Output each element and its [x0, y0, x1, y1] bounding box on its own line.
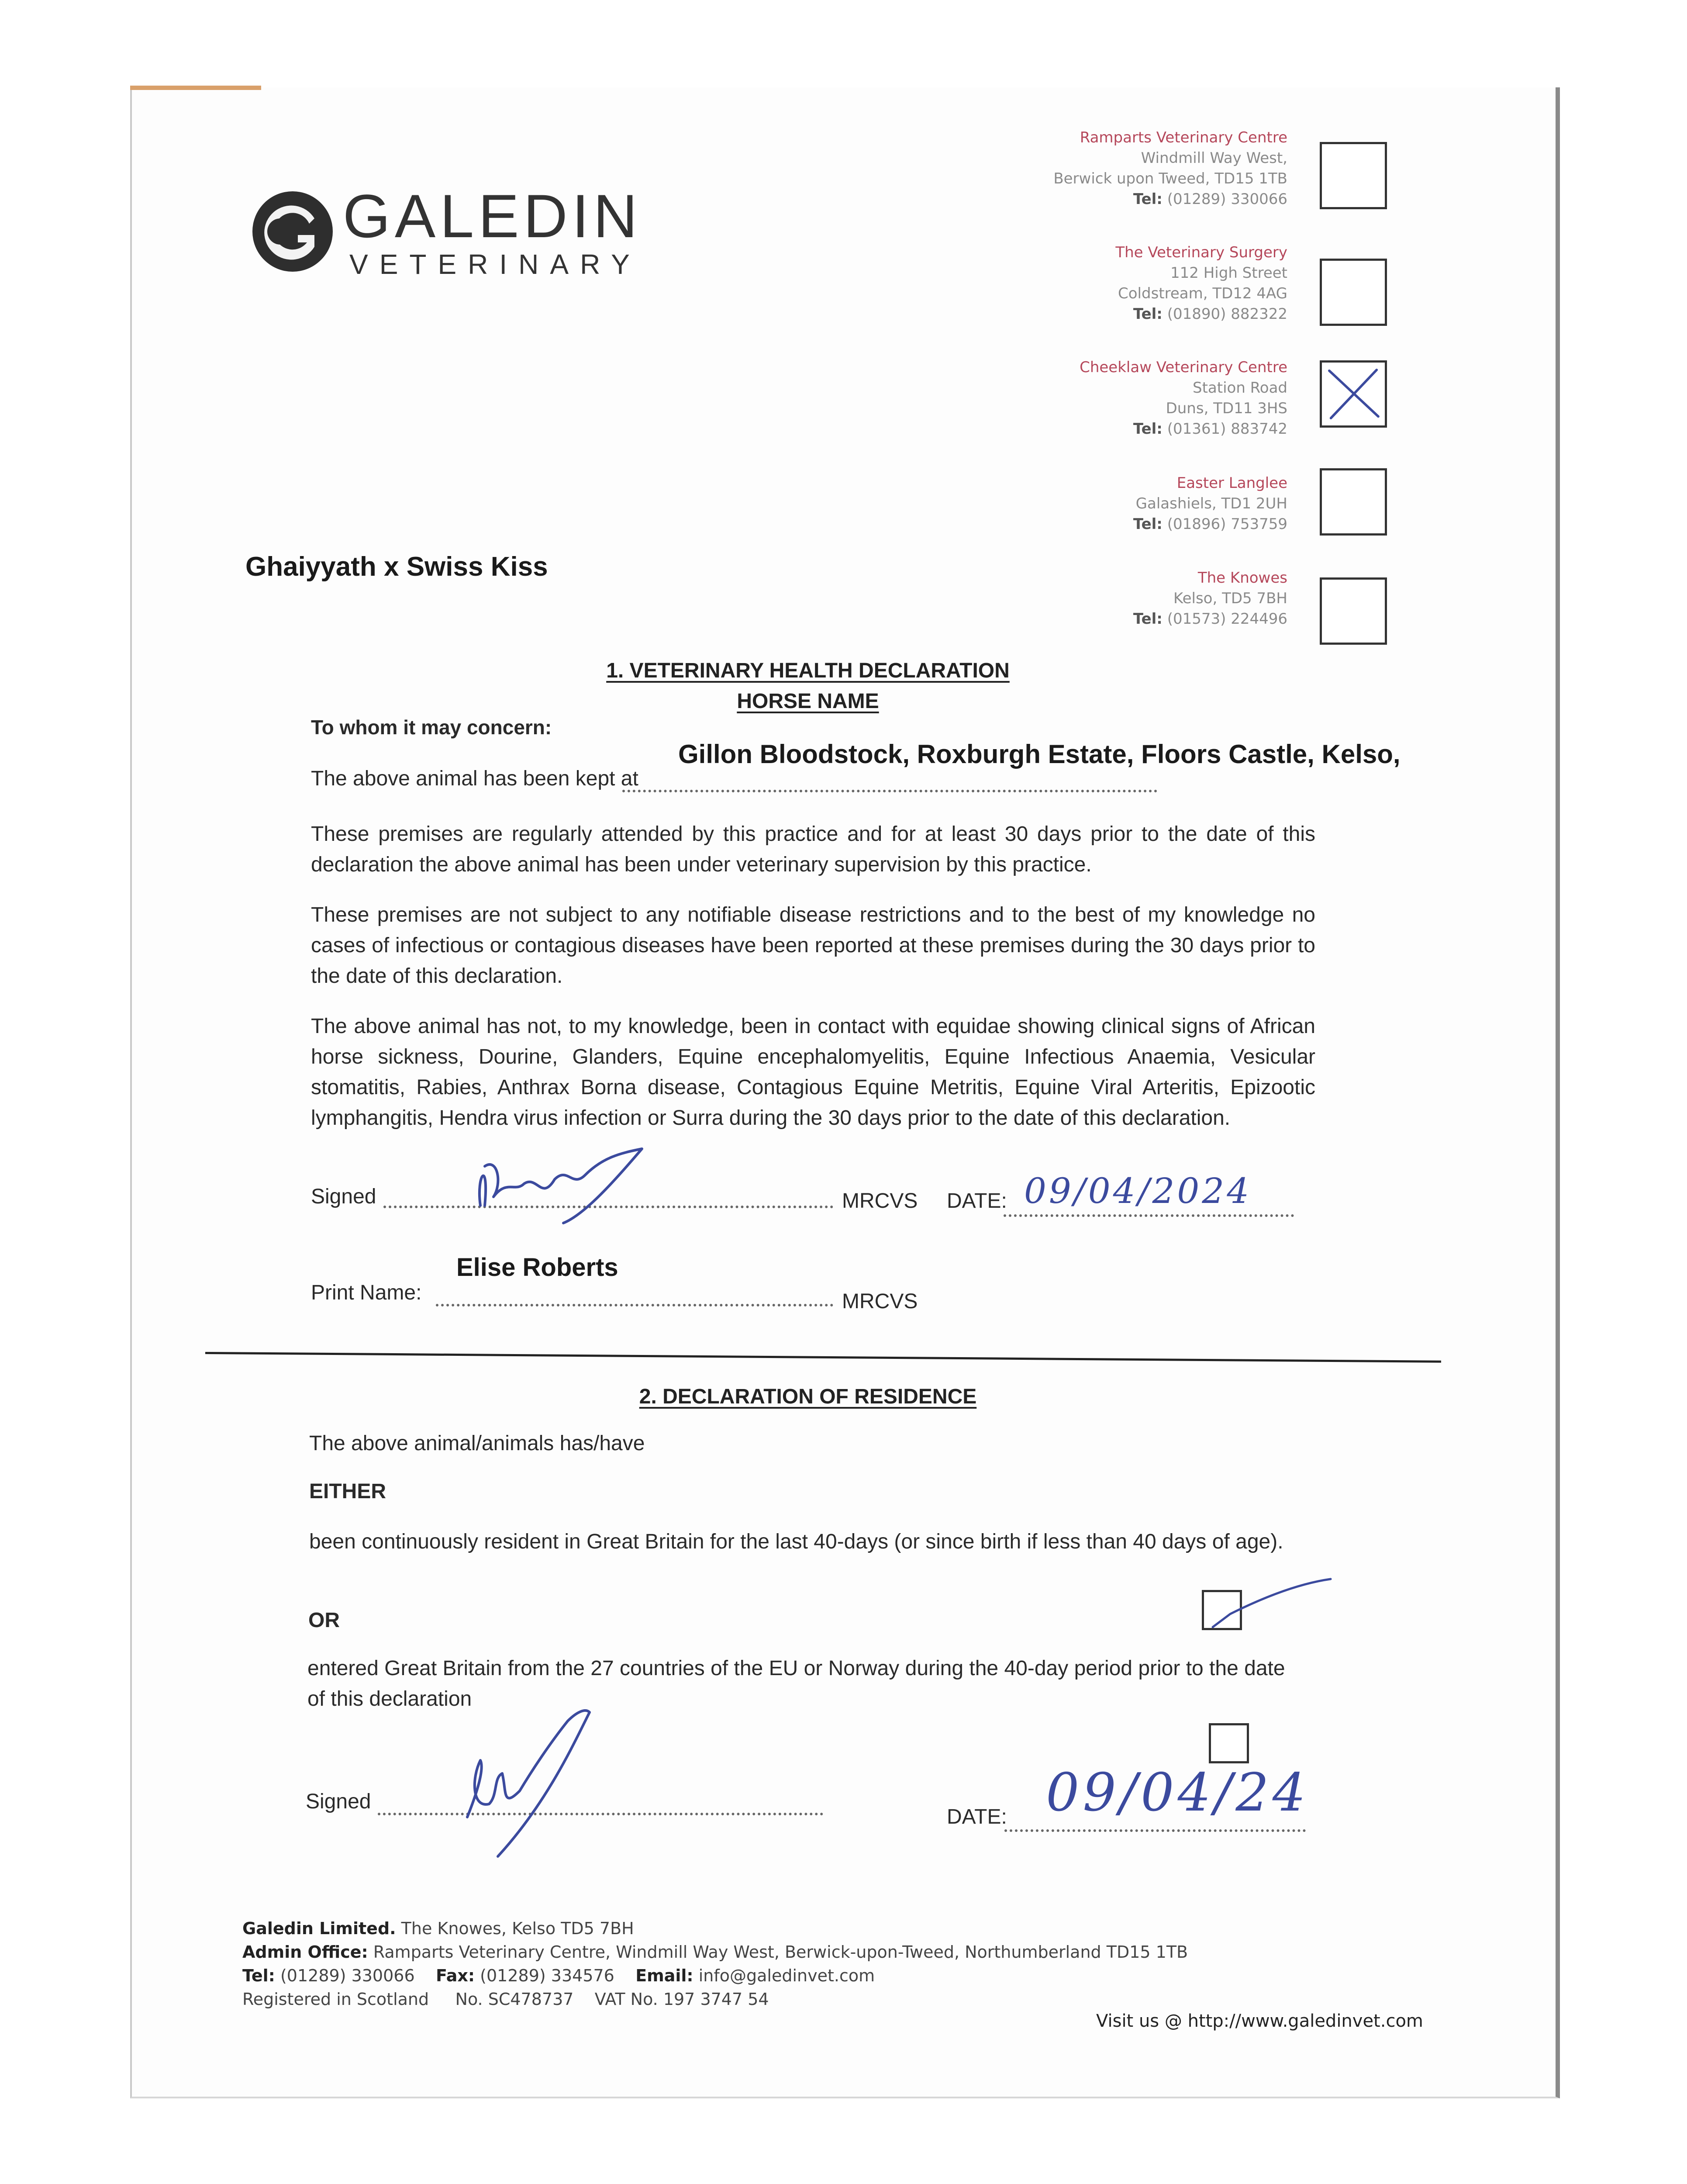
footer-contact — [242, 1964, 875, 1987]
tel-label: Tel: — [1133, 190, 1163, 208]
page-edge — [130, 86, 261, 90]
handwritten-date: 09/04/2024 — [1024, 1171, 1252, 1211]
print-name-value: Elise Roberts — [456, 1253, 618, 1282]
galedin-logo — [249, 182, 642, 288]
footer-admin — [242, 1940, 1188, 1964]
branch-checkbox-ramparts[interactable] — [1320, 142, 1387, 209]
para-contact: The above animal has not, to my knowledge, been in contact with equidae showing clinical signs of African horse sickness, Dourine, Glanders, Equine encephalomyelitis, Equine Infectious Anaemia, Vesicular stomatitis, Rabies, Anthrax Borna disease, Contagious Equine Metritis, Equine Viral Arteritis, Epizootic lymphangitis, Hendra virus infection or Surra during the 30 days prior to the date of this declaration. — [311, 1015, 1315, 1130]
branch-name: The Veterinary Surgery — [1115, 244, 1287, 261]
tel-label: Tel: — [1133, 610, 1163, 628]
branch-tel: (01573) 224496 — [1167, 610, 1287, 628]
declarant-signature — [459, 1695, 624, 1861]
footer-registration — [242, 1987, 769, 2011]
branch-address-line: Windmill Way West, — [1141, 149, 1287, 167]
footer-tel: (01289) 330066 — [280, 1966, 415, 1985]
option-resident: been continuously resident in Great Britain for the last 40-days (or since birth if less than 40 days of age). — [309, 1530, 1283, 1553]
logo-subtitle: VETERINARY — [349, 249, 641, 280]
cross-mark-icon — [1322, 363, 1385, 425]
logo-word: GALEDIN — [343, 182, 642, 250]
branch-address-line: Berwick upon Tweed, TD15 1TB — [1053, 170, 1287, 187]
para-supervision: These premises are regularly attended by this practice and for at least 30 days prior to the date of this declaration the above animal has been under veterinary supervision by this practice. — [311, 822, 1315, 876]
branch-veterinary-surgery — [1115, 242, 1287, 325]
print-name-line[interactable] — [436, 1304, 833, 1306]
branch-address-line: Station Road — [1193, 379, 1287, 397]
branch-checkbox-knowes[interactable] — [1320, 577, 1387, 645]
branch-address-line: 112 High Street — [1170, 264, 1287, 282]
branch-name: The Knowes — [1197, 569, 1287, 587]
vat-number: VAT No. 197 3747 54 — [594, 1990, 769, 2009]
option-entered: entered Great Britain from the 27 countries of the EU or Norway during the 40-day period prior to the date of this declaration — [307, 1657, 1285, 1711]
salutation: To whom it may concern: — [311, 716, 552, 739]
horse-name-value: Ghaiyyath x Swiss Kiss — [245, 552, 548, 582]
branch-tel: (01890) 882322 — [1167, 305, 1287, 323]
tel-label: Tel: — [1133, 420, 1163, 438]
para-premises: These premises are not subject to any notifiable disease restrictions and to the best of my knowledge no cases of infectious or contagious diseases have been reported at these premises during the 30 days prior to the date of this declaration. — [311, 903, 1315, 988]
date-label: DATE: — [947, 1189, 1007, 1213]
branch-tel: (01361) 883742 — [1167, 420, 1287, 438]
branch-address-line: Duns, TD11 3HS — [1166, 400, 1287, 417]
section1-subtitle: HORSE NAME — [737, 690, 879, 713]
branch-checkbox-surgery[interactable] — [1320, 259, 1387, 326]
tel-label: Tel: — [1133, 515, 1163, 533]
signed-label: Signed — [311, 1185, 376, 1208]
branch-tel: (01289) 330066 — [1167, 190, 1287, 208]
branch-easter-langlee — [1133, 473, 1287, 535]
either-label: EITHER — [309, 1480, 386, 1503]
branch-the-knowes — [1133, 568, 1287, 629]
galedin-logo-icon — [249, 188, 336, 275]
date-line-2[interactable] — [1004, 1829, 1306, 1832]
branch-address-line: Kelso, TD5 7BH — [1173, 590, 1287, 607]
branch-name: Cheeklaw Veterinary Centre — [1080, 359, 1287, 376]
mrcvs-label: MRCVS — [842, 1290, 918, 1313]
kept-at-value: Gillon Bloodstock, Roxburgh Estate, Floors Castle, Kelso, — [678, 740, 1401, 769]
branch-ramparts — [1053, 128, 1287, 210]
section1-title: 1. VETERINARY HEALTH DECLARATION — [606, 659, 1010, 682]
or-label: OR — [308, 1609, 340, 1632]
branch-tel: (01896) 753759 — [1167, 515, 1287, 533]
company-address: The Knowes, Kelso TD5 7BH — [401, 1919, 634, 1938]
branch-checkbox-easter-langlee[interactable] — [1320, 468, 1387, 536]
tick-mark-icon — [1200, 1566, 1331, 1640]
footer-company — [242, 1917, 634, 1940]
mrcvs-label: MRCVS — [842, 1189, 918, 1213]
registered-text: Registered in Scotland — [242, 1990, 429, 2009]
branch-name: Easter Langlee — [1176, 474, 1287, 492]
date-label-2: DATE: — [947, 1805, 1007, 1828]
handwritten-date-2: 09/04/24 — [1046, 1762, 1309, 1823]
tel-label: Tel: — [242, 1966, 275, 1985]
option-resident-checkbox[interactable] — [1202, 1590, 1242, 1630]
footer-website[interactable]: Visit us @ http://www.galedinvet.com — [1096, 2011, 1423, 2031]
section2-title: 2. DECLARATION OF RESIDENCE — [639, 1385, 977, 1408]
branch-address-line: Galashiels, TD1 2UH — [1135, 495, 1287, 512]
company-name: Galedin Limited. — [242, 1919, 396, 1938]
registration-number: No. SC478737 — [455, 1990, 574, 2009]
kept-at-label: The above animal has been kept at — [311, 767, 638, 790]
signed-label-2: Signed — [306, 1790, 371, 1813]
branch-cheeklaw — [1080, 357, 1287, 439]
branch-name: Ramparts Veterinary Centre — [1080, 129, 1287, 146]
vet-signature — [472, 1140, 655, 1227]
tel-label: Tel: — [1133, 305, 1163, 323]
option-entered-checkbox[interactable] — [1209, 1723, 1249, 1763]
print-name-label: Print Name: — [311, 1281, 422, 1304]
branch-address-line: Coldstream, TD12 4AG — [1118, 285, 1287, 302]
branch-checkbox-cheeklaw[interactable] — [1320, 360, 1387, 428]
email-label: Email: — [635, 1966, 693, 1985]
footer-fax: (01289) 334576 — [480, 1966, 614, 1985]
residence-intro: The above animal/animals has/have — [309, 1432, 645, 1455]
footer-email[interactable]: info@galedinvet.com — [698, 1966, 875, 1985]
date-line[interactable] — [1004, 1214, 1294, 1217]
kept-at-line — [622, 790, 1157, 792]
fax-label: Fax: — [435, 1966, 475, 1985]
admin-address: Ramparts Veterinary Centre, Windmill Way West, Berwick-upon-Tweed, Northumberland TD15 1TB — [373, 1942, 1188, 1962]
admin-label: Admin Office: — [242, 1942, 368, 1962]
